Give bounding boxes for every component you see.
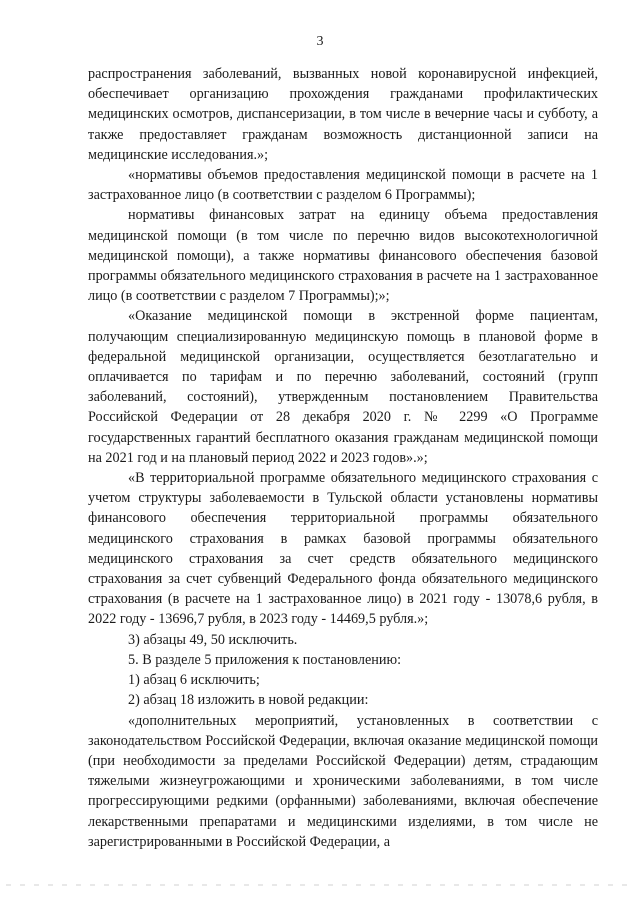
scan-artifact-line	[6, 884, 634, 886]
paragraph: «В территориальной программе обязательного медицинского страхования с учетом структуры заболеваемости в Тульской области установлены нормативы финансового обеспечения территориальной программы обязательного медицинского страхования в рамках базовой программы обязательного медицинского страхования за счет средств обязательного медицинского страхования за счет субвенций Федерального фонда обязательного медицинского страхования (в расчете на 1 застрахованное лицо) в 2021 году - 13078,6 рубля, в 2022 году - 13696,7 рубля, в 2023 году - 14469,5 рубля.»;	[88, 470, 598, 628]
paragraph: «дополнительных мероприятий, установленных в соответствии с законодательством Российской Федерации, включая оказание медицинской помощи (при необходимости за пределами Российской Федерации) детям, страдающим тяжелыми жизнеугрожающими и хроническими заболеваниями, в том числе прогрессирующими редкими (орфанными) заболеваниями, включая обеспечение лекарственными препаратами и медицинскими изделиями, в том числе не зарегистрированными в Российской Федерации, а	[88, 712, 598, 850]
paragraph: нормативы финансовых затрат на единицу объема предоставления медицинской помощи (в том числе по перечню видов высокотехнологичной медицинской помощи), а также нормативы финансового обеспечения базовой программы обязательного медицинского страхования в расчете на 1 застрахованное лицо (в соответствии с разделом 7 Программы);»;	[88, 207, 598, 305]
document-body	[88, 64, 598, 852]
paragraph: «нормативы объемов предоставления медицинской помощи в расчете на 1 застрахованное лицо (в соответствии с разделом 6 Программы);	[88, 167, 598, 204]
paragraph: 2) абзац 18 изложить в новой редакции:	[128, 692, 369, 709]
paragraph: распространения заболеваний, вызванных новой коронавирусной инфекцией, обеспечивает организацию прохождения гражданами профилактических медицинских осмотров, диспансеризации, в том числе в вечерние часы и субботу, а также предоставляет гражданам возможность дистанционной записи на медицинские исследования.»;	[88, 66, 598, 163]
paragraph: 5. В разделе 5 приложения к постановлению:	[128, 651, 402, 668]
paragraph: 3) абзацы 49, 50 исключить.	[128, 631, 298, 648]
page-number: 3	[316, 34, 324, 49]
paragraph: 1) абзац 6 исключить;	[128, 672, 260, 689]
paragraph: «Оказание медицинской помощи в экстренной форме пациентам, получающим специализированную медицинскую помощь в плановой форме в федеральной медицинской организации, осуществляется безотлагательно и оплачивается по тарифам и по перечню заболеваний, состояний (групп заболеваний, состояний), утвержденным постановлением Правительства Российской Федерации от 28 декабря 2020 г. № 2299 «О Программе государственных гарантий бесплатного оказания гражданам медицинской помощи на 2021 год и на плановый период 2022 и 2023 годов».»;	[88, 308, 598, 466]
